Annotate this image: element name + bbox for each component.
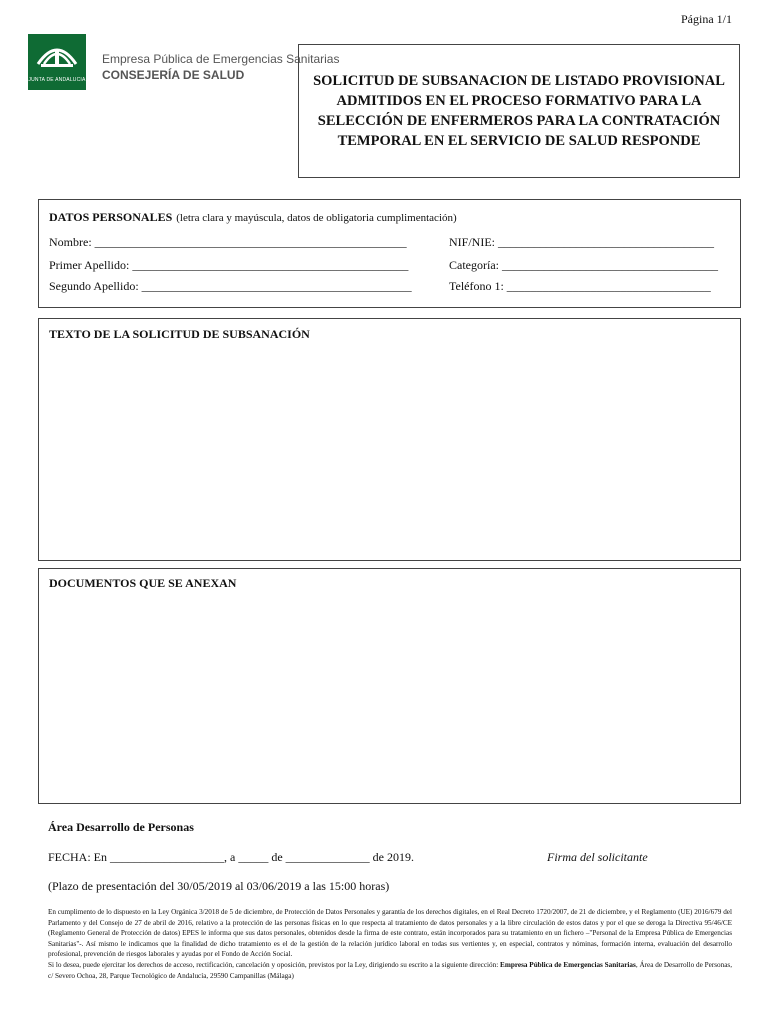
- categoria-field[interactable]: Categoría: ____________________________________: [449, 258, 718, 272]
- signature-label: Firma del solicitante: [547, 850, 648, 864]
- primer-apellido-field[interactable]: Primer Apellido: ______________________________________________: [49, 258, 409, 272]
- junta-emblem-icon: [28, 34, 86, 74]
- personal-data-section: [38, 199, 741, 308]
- document-title: SOLICITUD DE SUBSANACION DE LISTADO PROVISIONAL ADMITIDOS EN EL PROCESO FORMATIVO PARA LA SELECCIÓN DE ENFERMEROS PARA LA CONTRATACIÓN TEMPORAL EN EL SERVICIO DE SALUD RESPONDE: [313, 73, 725, 149]
- org-department: CONSEJERÍA DE SALUD: [102, 68, 245, 82]
- personal-data-title: DATOS PERSONALES: [49, 210, 173, 224]
- logo-caption: JUNTA DE ANDALUCIA: [28, 77, 86, 83]
- nombre-field[interactable]: Nombre: ____________________________________________________: [49, 235, 407, 249]
- junta-logo: [28, 34, 86, 90]
- personal-data-note: (letra clara y mayúscula, datos de obligatoria cumplimentación): [176, 212, 457, 224]
- org-name: Empresa Pública de Emergencias Sanitarias: [102, 52, 340, 66]
- segundo-apellido-field[interactable]: Segundo Apellido: _____________________________________________: [49, 279, 412, 293]
- nif-field[interactable]: NIF/NIE: ____________________________________: [449, 235, 714, 249]
- page-number: Página 1/1: [681, 12, 732, 26]
- telefono-field[interactable]: Teléfono 1: __________________________________: [449, 279, 711, 293]
- solicitud-text-section[interactable]: [38, 318, 741, 561]
- legal-main-text: En cumplimento de lo dispuesto en la Ley Orgánica 3/2018 de 5 de diciembre, de Protección de Datos Personales y garantía de los derechos digitales, en el Real Decreto 1720/2007, de 21 de diciembre, y el Reglamento (UE) 2016/679 del Parlamento y del Consejo de 27 de abril de 2016, relativo a la protección de las personas físicas en lo que respecta al tratamiento de datos personales y a la libre circulación de estos datos y por el que se deroga la Directiva 95/46/CE (Reglamento General de Protección de datos) EPES le informa que sus datos personales, obtenidos desde la firma de este contrato, están incorporados para su tratamiento en un fichero –"Personal de la Empresa Pública de Emergencias Sanitarias"-. Así mismo le indicamos que la finalidad de dicho tratamiento es el de la gestión de la relación jurídico laboral en todas sus vertientes y, en especial, contratos y nóminas, formación interna, evaluación del desarrollo profesional, prevención de riesgos laborales y ayudas por el Fondo de Acción Social.: [48, 908, 732, 959]
- area-heading: Área Desarrollo de Personas: [48, 820, 194, 834]
- documents-section[interactable]: [38, 568, 741, 804]
- legal-rights: Si lo desea, puede ejercitar los derechos de acceso, rectificación, cancelación y oposición, previstos por la Ley, dirigiendo su escrito a la siguiente dirección:: [48, 960, 499, 969]
- fecha-line[interactable]: FECHA: En ___________________, a _____ de ______________ de 2019.: [48, 850, 414, 864]
- personal-data-header: [49, 208, 457, 226]
- legal-notice: [48, 907, 732, 981]
- solicitud-title: TEXTO DE LA SOLICITUD DE SUBSANACIÓN: [49, 327, 310, 341]
- title-box: [298, 44, 740, 178]
- legal-rights-text: [48, 960, 732, 981]
- documents-title: DOCUMENTOS QUE SE ANEXAN: [49, 576, 237, 590]
- legal-address: , Área de Desarrollo de Personas, c/ Severo Ochoa, 28, Parque Tecnológico de Andalucía, 29590 Campanillas (Málaga): [48, 960, 733, 980]
- legal-company: Empresa Pública de Emergencias Sanitarias: [500, 960, 636, 969]
- deadline-text: (Plazo de presentación del 30/05/2019 al 03/06/2019 a las 15:00 horas): [48, 879, 390, 893]
